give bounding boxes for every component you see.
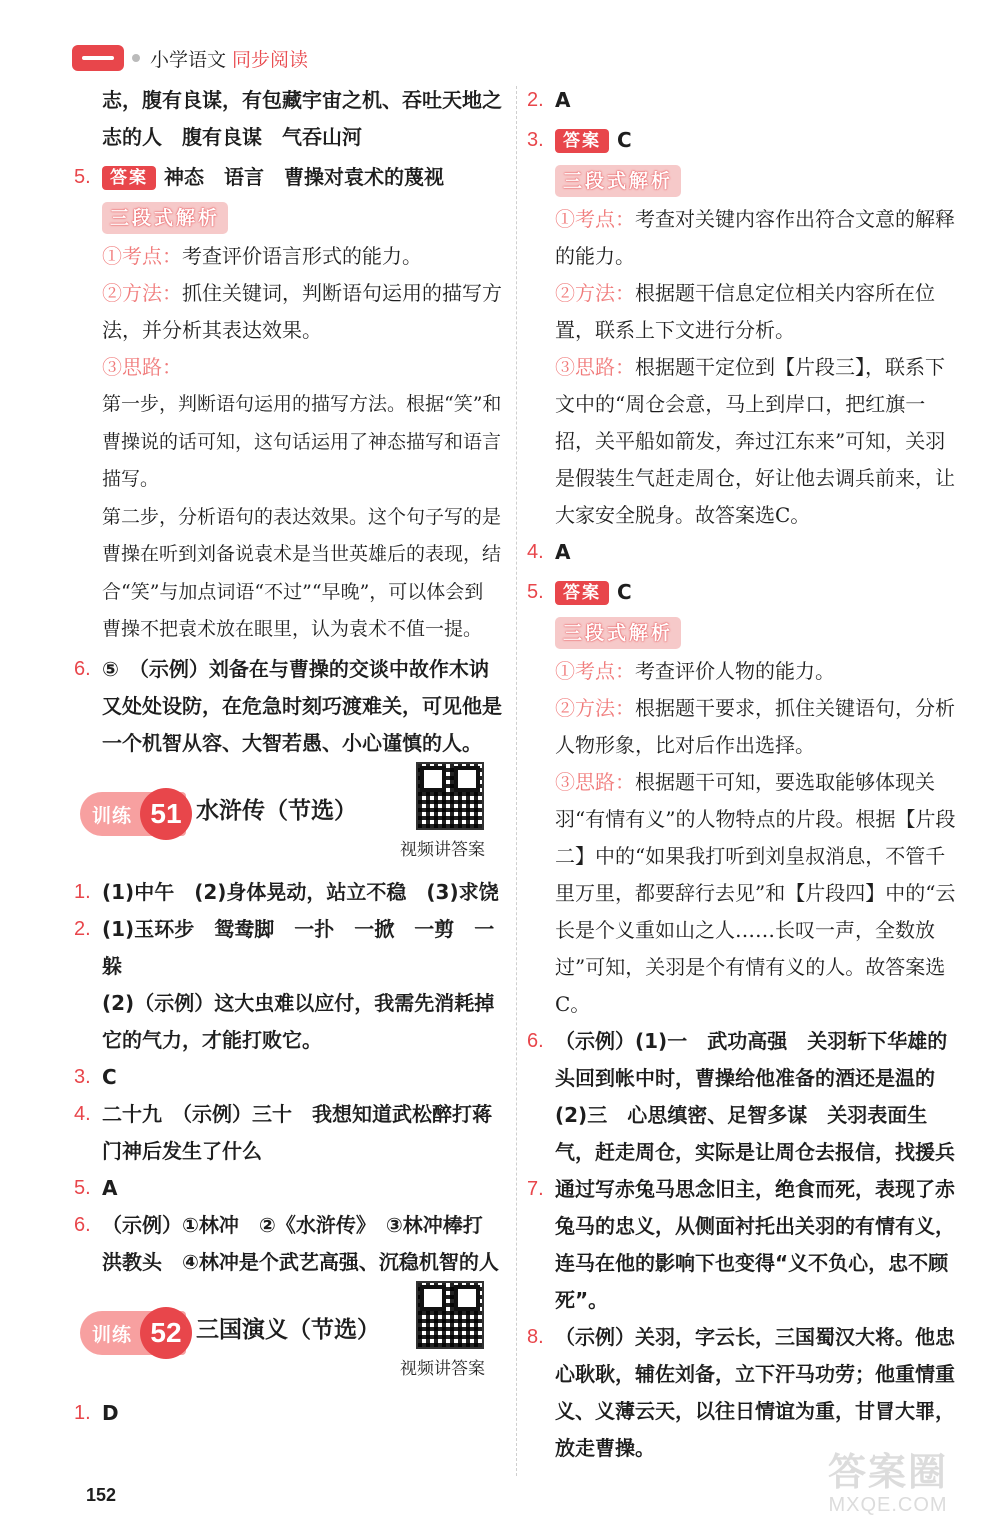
kaodian-label: ①考点： [555, 207, 635, 231]
fangfa [527, 690, 957, 764]
answer-tag: 答案 [555, 581, 609, 605]
list-item [74, 985, 502, 1059]
unit-51-header [74, 762, 502, 862]
question-number: 8. [527, 1326, 544, 1348]
kaodian-text: 考查评价语言形式的能力。 [182, 244, 422, 268]
silu-text: 根据题干定位到【片段三】，联系下文中的“周仓会意，马上到岸口，把红旗一招，关平船如箭发，奔过江东来”可知，关羽是假装生气赶走周仓，好让他去调兵前来，让大家安全脱身。故答案选C。 [555, 355, 955, 527]
analysis-banner: 三段式解析 [555, 165, 681, 197]
answer-text: （示例）①林冲 ②《水浒传》 ③林冲棒打洪教头 ④林冲是个武艺高强、沉稳机智的人 [102, 1212, 499, 1274]
answer-text: A [102, 1175, 118, 1200]
left-q5 [74, 159, 502, 196]
answer-tag: 答案 [102, 166, 156, 190]
qr-code[interactable] [416, 1281, 484, 1349]
unit-title: 水浒传（节选） [196, 796, 357, 824]
question-number: 1. [74, 880, 91, 903]
unit-number: 51 [140, 788, 192, 840]
fangfa-label: ②方法： [555, 696, 635, 720]
answer-text: 通过写赤兔马思念旧主，绝食而死，表现了赤兔马的忠义，从侧面衬托出关羽的有情有义，连马在他的影响下也变得“义不负心，忠不顾死”。 [555, 1177, 955, 1312]
kaodian [527, 653, 957, 690]
qr-caption: 视频讲答案 [400, 839, 485, 860]
kaodian-text: 考查对关键内容作出符合文意的解释的能力。 [555, 207, 955, 268]
fangfa-text: 根据题干要求，抓住关键语句，分析人物形象，比对后作出选择。 [555, 696, 955, 757]
unit-number: 52 [140, 1307, 192, 1359]
answer-tag: 答案 [555, 129, 609, 153]
question-number: 2. [527, 89, 544, 111]
right-q2 [527, 82, 957, 119]
right-q4 [527, 534, 957, 571]
left-column [74, 82, 502, 1432]
column-divider [516, 86, 517, 1476]
answer-text: (2)三 心思缜密、足智多谋 关羽表面生气，赶走周仓，实际是让周仓去报信，找援兵 [555, 1103, 955, 1164]
watermark-main: 答案圈 [827, 1450, 948, 1494]
fangfa-text: 根据题干信息定位相关内容所在位置，联系上下文进行分析。 [555, 281, 935, 342]
question-number: 6. [74, 1213, 91, 1236]
kaodian [74, 238, 502, 275]
list-item [74, 1207, 502, 1281]
answer-text: 神态 语言 曹操对袁术的蔑视 [164, 165, 444, 189]
analysis-banner: 三段式解析 [555, 617, 681, 649]
question-number: 7. [527, 1178, 544, 1200]
right-column [527, 82, 957, 1467]
page-number: 152 [86, 1485, 117, 1505]
fangfa-text: 抓住关键词，判断语句运用的描写方法，并分析其表达效果。 [102, 281, 502, 342]
question-number: 3. [527, 129, 544, 151]
answer-text: (2)（示例）这大虫难以应付，我需先消耗掉它的气力，才能打败它。 [102, 990, 495, 1052]
silu-step2: 第二步，分析语句的表达效果。这个句子写的是曹操在听到刘备说袁术是当世英雄后的表现，结合“笑”与加点词语“不过”“早晚”，可以体会到曹操不把袁术放在眼里，认为袁术不值一提。 [102, 505, 502, 640]
answer-text: 二十九 （示例）三十 我想知道武松醉打蒋门神后发生了什么 [102, 1101, 492, 1163]
fangfa-label: ②方法： [102, 281, 182, 305]
silu-text: 根据题干可知，要选取能够体现关羽“有情有义”的人物特点的片段。根据【片段二】中的“如果我打听到刘皇叔消息，不管千里万里，都要辞行去见”和【片段四】中的“云长是个义重如山之人……长叹一声，全数放过”可知，关羽是个有情有义的人。故答案选C。 [555, 770, 956, 1016]
header-subtitle: 同步阅读 [232, 48, 309, 71]
question-number: 1. [74, 1401, 91, 1424]
unit-52-header [74, 1281, 502, 1381]
silu [74, 349, 502, 386]
answer-text: A [555, 88, 571, 112]
question-number: 2. [74, 917, 91, 940]
list-item [74, 874, 502, 911]
page-header [72, 40, 308, 76]
fangfa-label: ②方法： [555, 281, 635, 305]
qr-code[interactable] [416, 762, 484, 830]
question-number: 6. [74, 657, 91, 680]
list-item [74, 1096, 502, 1170]
silu [527, 764, 957, 1023]
question-number: 5. [74, 166, 91, 188]
question-number: 3. [74, 1065, 91, 1088]
unit-badge [80, 792, 186, 836]
list-item [74, 1395, 502, 1432]
list-item [74, 1059, 502, 1096]
analysis-banner: 三段式解析 [102, 202, 228, 234]
right-q3 [527, 122, 957, 159]
answer-text: (1)中午 (2)身体晃动，站立不稳 (3)求饶 [102, 879, 499, 904]
answer-text: A [555, 540, 571, 564]
brand-logo [72, 45, 124, 71]
silu-label: ③思路： [555, 770, 635, 794]
answer-text: D [102, 1400, 119, 1425]
unit-badge [80, 1311, 186, 1355]
header-title: 小学语文 [150, 48, 227, 71]
kaodian-label: ①考点： [102, 244, 182, 268]
watermark [808, 1450, 968, 1530]
question-number: 5. [74, 1176, 91, 1199]
answer-text: C [617, 580, 632, 604]
answer-text: C [102, 1064, 117, 1089]
question-number: 6. [527, 1030, 544, 1052]
right-q7 [527, 1171, 957, 1319]
answer-text: （示例）关羽，字云长，三国蜀汉大将。他忠心耿耿，辅佐刘备，立下汗马功劳；他重情重义、义薄云天，以往日情谊为重，甘冒大罪，放走曹操。 [555, 1325, 955, 1460]
silu-step1: 第一步，判断语句运用的描写方法。根据“笑”和曹操说的话可知，这句话运用了神态描写和语言描写。 [102, 393, 502, 490]
answer-text: (1)玉环步 鸳鸯脚 一扑 一掀 一剪 一躲 [102, 916, 495, 978]
list-item [74, 911, 502, 985]
watermark-url: MXQE.COM [828, 1494, 948, 1516]
header-dot [132, 54, 140, 62]
q4-continuation: 志，腹有良谋，有包藏宇宙之机、吞吐天地之志的人 腹有良谋 气吞山河 [102, 88, 502, 149]
unit-label: 训练 [92, 1323, 133, 1346]
right-q6 [527, 1023, 957, 1097]
kaodian-label: ①考点： [555, 659, 635, 683]
qr-caption: 视频讲答案 [400, 1358, 485, 1379]
answer-text: C [617, 128, 632, 152]
question-number: 4. [74, 1102, 91, 1125]
silu [527, 349, 957, 534]
question-number: 4. [527, 541, 544, 563]
silu-label: ③思路： [555, 355, 635, 379]
silu-label: ③思路： [102, 355, 182, 379]
answer-text: ⑤ （示例）刘备在与曹操的交谈中故作木讷又处处设防，在危急时刻巧渡难关，可见他是一个机智从容、大智若愚、小心谨慎的人。 [102, 656, 502, 755]
question-number: 5. [527, 581, 544, 603]
unit-label: 训练 [92, 804, 133, 827]
right-q6-part2 [527, 1097, 957, 1171]
right-q5 [527, 574, 957, 611]
kaodian-text: 考查评价人物的能力。 [635, 659, 835, 683]
left-q6 [74, 651, 502, 762]
kaodian [527, 201, 957, 275]
unit-51-answers [74, 874, 502, 1281]
fangfa [74, 275, 502, 349]
unit-title: 三国演义（节选） [196, 1315, 380, 1343]
fangfa [527, 275, 957, 349]
list-item [74, 1170, 502, 1207]
answer-text: （示例）(1)一 武功高强 关羽斩下华雄的头回到帐中时，曹操给他准备的酒还是温的 [555, 1029, 948, 1090]
right-q8 [527, 1319, 957, 1467]
